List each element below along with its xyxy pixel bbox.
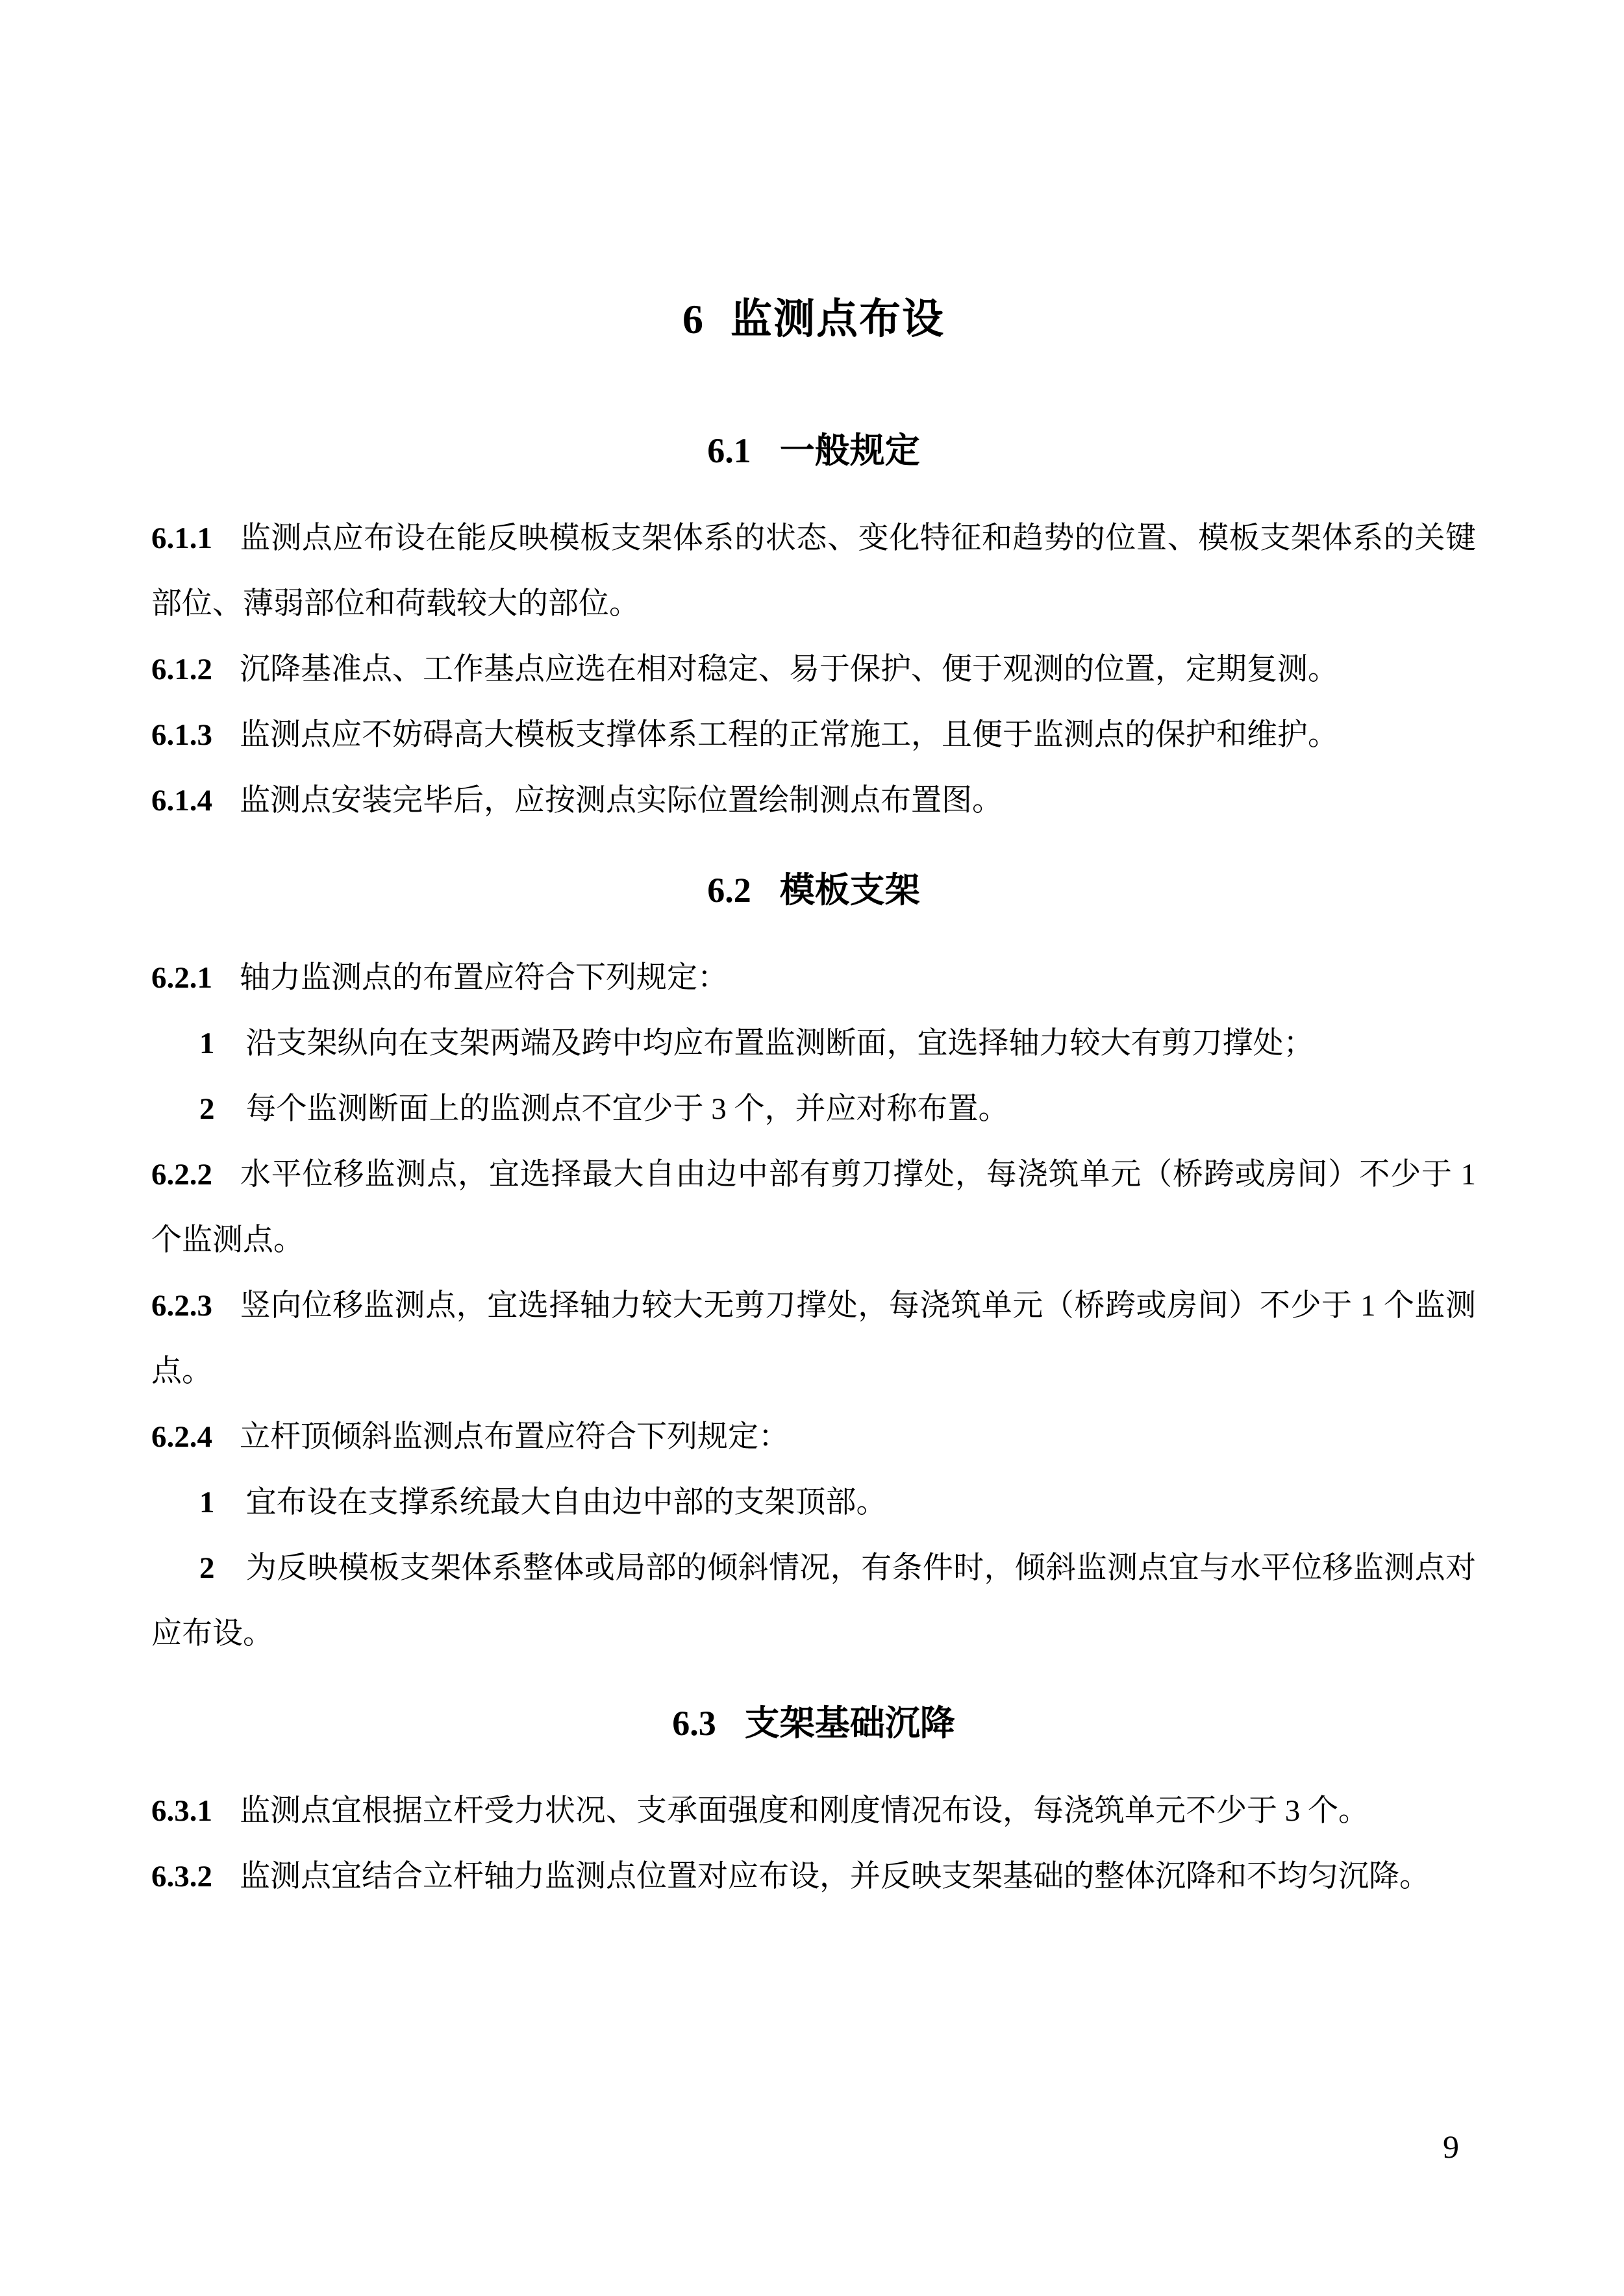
clause-6-3-1 — [151, 1778, 1476, 1844]
clause-number: 6.1.3 — [151, 718, 212, 752]
clause-6-3-2 — [151, 1844, 1476, 1910]
page-number: 9 — [1443, 2128, 1459, 2165]
subitem-text: 每个监测断面上的监测点不宜少于 3 个，并应对称布置。 — [245, 1092, 1009, 1126]
clause-number: 6.2.1 — [151, 961, 212, 995]
clause-number: 6.3.2 — [151, 1860, 212, 1893]
clause-text: 监测点安装完毕后，应按测点实际位置绘制测点布置图。 — [240, 784, 1003, 817]
subitem-6-2-4-2 — [151, 1536, 1476, 1667]
subitem-text: 宜布设在支撑系统最大自由边中部的支架顶部。 — [245, 1486, 887, 1519]
subitem-text: 为反映模板支架体系整体或局部的倾斜情况，有条件时，倾斜监测点宜与水平位移监测点对应布设。 — [151, 1551, 1476, 1651]
section-number: 6.3 — [672, 1704, 716, 1743]
section-body-6-1 — [151, 506, 1476, 834]
section-title: 模板支架 — [779, 871, 920, 910]
clause-text: 水平位移监测点，宜选择最大自由边中部有剪刀撑处，每浇筑单元（桥跨或房间）不少于 1 个监测点。 — [151, 1158, 1476, 1257]
clause-text: 监测点应布设在能反映模板支架体系的状态、变化特征和趋势的位置、模板支架体系的关键部位、薄弱部位和荷载较大的部位。 — [151, 521, 1476, 621]
clause-6-2-1 — [151, 945, 1476, 1011]
subitem-text: 沿支架纵向在支架两端及跨中均应布置监测断面，宜选择轴力较大有剪刀撑处； — [245, 1027, 1314, 1060]
chapter-number: 6 — [682, 296, 705, 342]
clause-number: 6.2.4 — [151, 1420, 212, 1454]
section-heading-6-1 — [151, 425, 1476, 476]
section-title: 一般规定 — [779, 431, 920, 470]
chapter-heading — [151, 290, 1476, 349]
clause-number: 6.1.4 — [151, 784, 212, 817]
section-body-6-3 — [151, 1778, 1476, 1910]
clause-6-2-4 — [151, 1404, 1476, 1470]
subitem-6-2-1-2 — [151, 1077, 1476, 1142]
section-number: 6.1 — [707, 431, 751, 470]
clause-6-2-2 — [151, 1142, 1476, 1273]
section-heading-6-2 — [151, 865, 1476, 916]
subitem-number: 2 — [199, 1551, 215, 1585]
clause-number: 6.1.2 — [151, 653, 212, 686]
section-body-6-2 — [151, 945, 1476, 1667]
section-title: 支架基础沉降 — [744, 1704, 955, 1743]
clause-text: 监测点宜结合立杆轴力监测点位置对应布设，并反映支架基础的整体沉降和不均匀沉降。 — [240, 1860, 1430, 1893]
subitem-6-2-4-1 — [151, 1470, 1476, 1536]
subitem-6-2-1-1 — [151, 1011, 1476, 1077]
clause-number: 6.1.1 — [151, 521, 212, 555]
chapter-title: 监测点布设 — [731, 296, 945, 342]
clause-text: 监测点宜根据立杆受力状况、支承面强度和刚度情况布设，每浇筑单元不少于 3 个。 — [240, 1794, 1369, 1828]
clause-text: 沉降基准点、工作基点应选在相对稳定、易于保护、便于观测的位置，定期复测。 — [240, 653, 1338, 686]
section-heading-6-3 — [151, 1698, 1476, 1749]
clause-text: 立杆顶倾斜监测点布置应符合下列规定： — [240, 1420, 789, 1454]
clause-text: 竖向位移监测点，宜选择轴力较大无剪刀撑处，每浇筑单元（桥跨或房间）不少于 1 个监测点。 — [151, 1289, 1476, 1388]
clause-6-1-3 — [151, 703, 1476, 768]
clause-text: 轴力监测点的布置应符合下列规定： — [240, 961, 728, 995]
clause-number: 6.2.2 — [151, 1158, 212, 1192]
subitem-number: 1 — [199, 1486, 215, 1519]
clause-number: 6.3.1 — [151, 1794, 212, 1828]
clause-number: 6.2.3 — [151, 1289, 212, 1323]
clause-6-1-1 — [151, 506, 1476, 637]
subitem-number: 2 — [199, 1092, 215, 1126]
clause-6-2-3 — [151, 1273, 1476, 1404]
document-page — [151, 290, 1476, 1910]
subitem-number: 1 — [199, 1027, 215, 1060]
clause-text: 监测点应不妨碍高大模板支撑体系工程的正常施工，且便于监测点的保护和维护。 — [240, 718, 1338, 752]
clause-6-1-2 — [151, 637, 1476, 703]
clause-6-1-4 — [151, 768, 1476, 834]
section-number: 6.2 — [707, 871, 751, 910]
